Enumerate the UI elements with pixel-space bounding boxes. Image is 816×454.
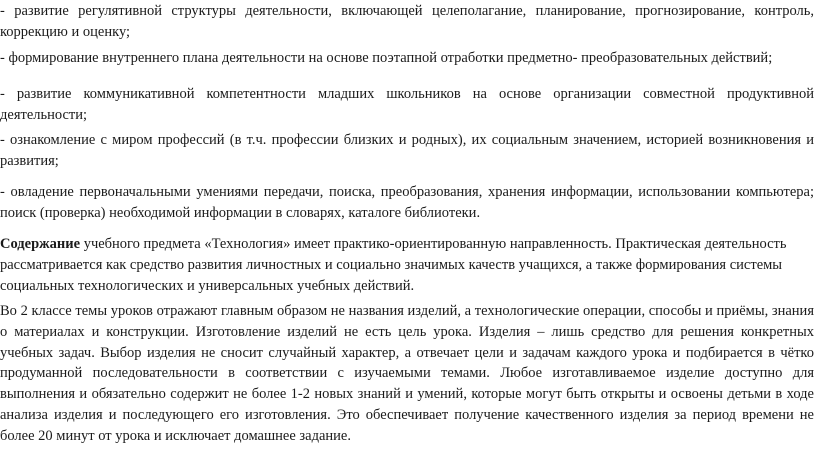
list-item-internal-plan: - формирование внутреннего плана деятельности на основе поэтапной отработки предметно- преобразовательных действий; xyxy=(0,50,773,66)
list-item-communicative: - развитие коммуникативной компетентности младших школьников на основе организации совместной продуктивной деятельности; xyxy=(0,86,814,123)
list-item-regulative: - развитие регулятивной структуры деятельности, включающей целеполагание, планирование, прогнозирование, контроль, коррекцию и оценку; xyxy=(0,3,814,40)
content-paragraph-text: учебного предмета «Технология» имеет практико-ориентированную направленность. Практическая деятельность рассматривается как средство развития личностных и социально значимых качеств учащихся, а также формирования системы социальных технологических и универсальных учебных действий. xyxy=(0,236,787,294)
content-paragraph-lead: Содержание xyxy=(0,236,81,252)
list-item-information: - овладение первоначальными умениями передачи, поиска, преобразования, хранения информации, использовании компьютера; поиск (проверка) необходимой информации в словарях, каталоге библиотеки. xyxy=(0,184,814,221)
content-paragraph xyxy=(0,234,814,296)
list-item-professions: - ознакомление с миром профессий (в т.ч. профессии близких и родных), их социальным значением, историей возникновения и развития; xyxy=(0,132,814,169)
grade-paragraph: Во 2 классе темы уроков отражают главным образом не названия изделий, а технологические операции, способы и приёмы, знания о материалах и конструкции. Изготовление изделий не есть цель урока. Изделия – лишь средство для решения конкретных учебных задач. Выбор изделия не сносит случайный характер, а отвечает цели и задачам каждого урока и подбирается в чётко продуманной последовательности в соответствии с изучаемыми темами. Любое изготавливаемое изделие доступно для выполнения и обязательно содержит не более 1-2 новых знаний и умений, которые могут быть открыты и освоены детьми в ходе анализа изделия и последующего его изготовления. Это обеспечивает получение качественного изделия за период времени не более 20 минут от урока и исключает домашнее задание. xyxy=(0,303,814,444)
